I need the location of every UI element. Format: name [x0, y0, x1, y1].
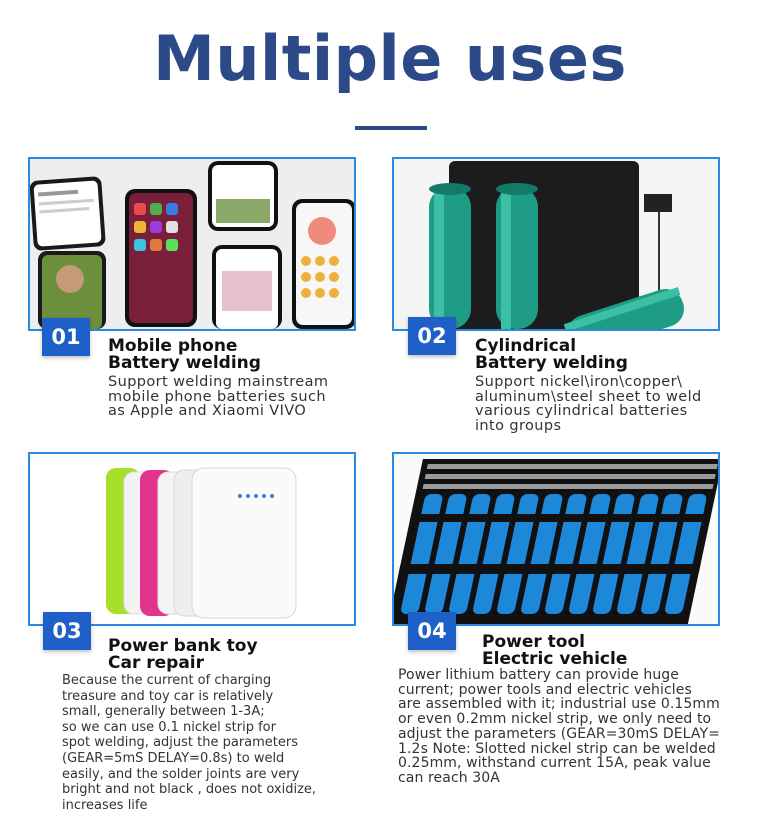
page-title: Multiple uses: [153, 22, 627, 95]
item-description-mobile-phone: Support welding mainstream mobile phone batteries such as Apple and Xiaomi VIVO: [108, 374, 329, 419]
badge-number-04: 04: [408, 612, 456, 650]
item-description-cylindrical: Support nickel\iron\copper\ aluminum\steel sheet to weld various cylindrical batteries into groups: [475, 374, 702, 434]
item-heading-power-tool: Power tool Electric vehicle: [482, 632, 628, 669]
card-mobile-phone-image: [28, 157, 356, 331]
card-battery-pack-image: [392, 452, 720, 626]
item-description-power-tool: Power lithium battery can provide huge current; power tools and electric vehicles are assembled with it; industrial use 0.15mm or even 0.2mm nickel strip, we only need to adjust the parameters (GEAR=30mS DELAY= 1.2s Note: Slotted nickel strip can be welded 0.25mm, withstand current 15A, peak value can reach 30A: [398, 667, 720, 786]
title-underline: [355, 126, 427, 130]
badge-number-03: 03: [43, 612, 91, 650]
item-heading-mobile-phone: Mobile phone Battery welding: [108, 336, 261, 373]
badge-number-01: 01: [42, 318, 90, 356]
item-description-power-bank: Because the current of charging treasure and toy car is relatively small, generally between 1-3A; so we can use 0.1 nickel strip for spot welding, adjust the parameters (GEAR=5mS DELAY=0.8s) to weld easily, and the solder joints are very bright and not black , does not oxidize, increases life: [62, 673, 317, 813]
item-heading-power-bank: Power bank toy Car repair: [108, 636, 258, 673]
card-cylindrical-image: [392, 157, 720, 331]
card-power-bank-image: [28, 452, 356, 626]
item-heading-cylindrical: Cylindrical Battery welding: [475, 336, 628, 373]
badge-number-02: 02: [408, 317, 456, 355]
